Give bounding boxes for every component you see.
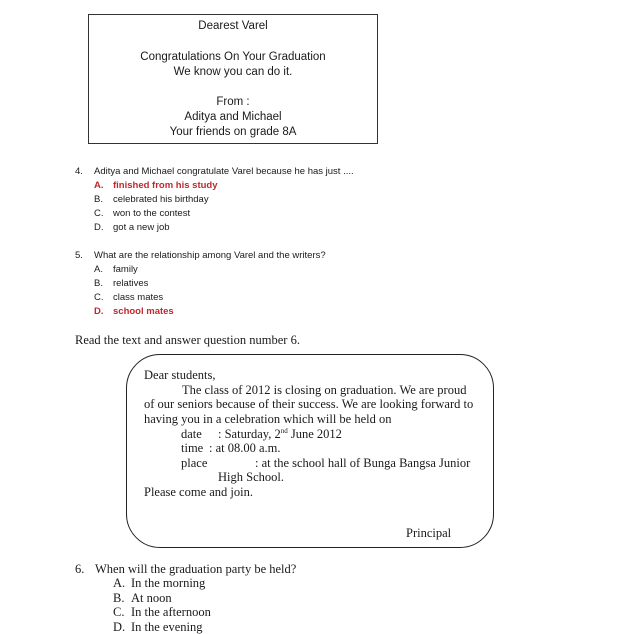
card-encourage-line: We know you can do it.	[173, 66, 293, 78]
option-b: B. celebrated his birthday	[94, 194, 209, 205]
option-d: D. school mates	[94, 306, 174, 317]
announcement-body-line: having you in a celebration which will be held on	[144, 412, 392, 426]
announcement-closing: Please come and join.	[144, 485, 253, 499]
option-c: C. In the afternoon	[113, 605, 211, 620]
question-stem: What are the relationship among Varel and the writers?	[94, 250, 326, 261]
option-a: A. In the morning	[113, 576, 206, 591]
option-b: B. At noon	[113, 590, 172, 605]
card-congrats-line: Congratulations On Your Graduation	[140, 51, 326, 63]
option-b: B. relatives	[94, 278, 149, 289]
announcement-salutation: Dear students,	[144, 368, 216, 382]
date-label: date	[181, 427, 202, 441]
announcement-body-line: The class of 2012 is closing on graduation. We are proud	[182, 383, 467, 397]
time-label: time	[181, 441, 204, 455]
place-value-continued: High School.	[218, 470, 284, 484]
question-number: 6.	[75, 562, 85, 576]
read-instruction: Read the text and answer question number 6.	[75, 333, 300, 347]
greeting-card	[88, 14, 378, 144]
place-value: : at the school hall of Bunga Bangsa Junior	[255, 456, 471, 470]
time-value: : at 08.00 a.m.	[209, 441, 281, 455]
option-c: C. won to the contest	[94, 208, 191, 219]
option-d: D. In the evening	[113, 619, 203, 634]
option-d: D. got a new job	[94, 222, 170, 233]
question-stem: Aditya and Michael congratulate Varel because he has just ....	[94, 166, 354, 177]
question-number: 4.	[75, 166, 83, 177]
card-greeting: Dearest Varel	[198, 20, 268, 32]
card-sender-class: Your friends on grade 8A	[169, 126, 297, 138]
announcement-box	[126, 354, 494, 548]
option-c: C. class mates	[94, 292, 164, 303]
date-value: : Saturday, 2nd June 2012	[218, 427, 342, 441]
option-a: A. finished from his study	[94, 180, 218, 191]
option-a: A. family	[94, 264, 138, 275]
announcement-signature: Principal	[406, 526, 452, 540]
question-stem: When will the graduation party be held?	[95, 562, 297, 576]
place-label: place	[181, 456, 208, 470]
question-number: 5.	[75, 250, 83, 261]
card-from-label: From :	[216, 96, 250, 108]
announcement-body-line: of our seniors because of their success. We are looking forward to	[144, 397, 474, 411]
card-sender-names: Aditya and Michael	[184, 111, 282, 123]
